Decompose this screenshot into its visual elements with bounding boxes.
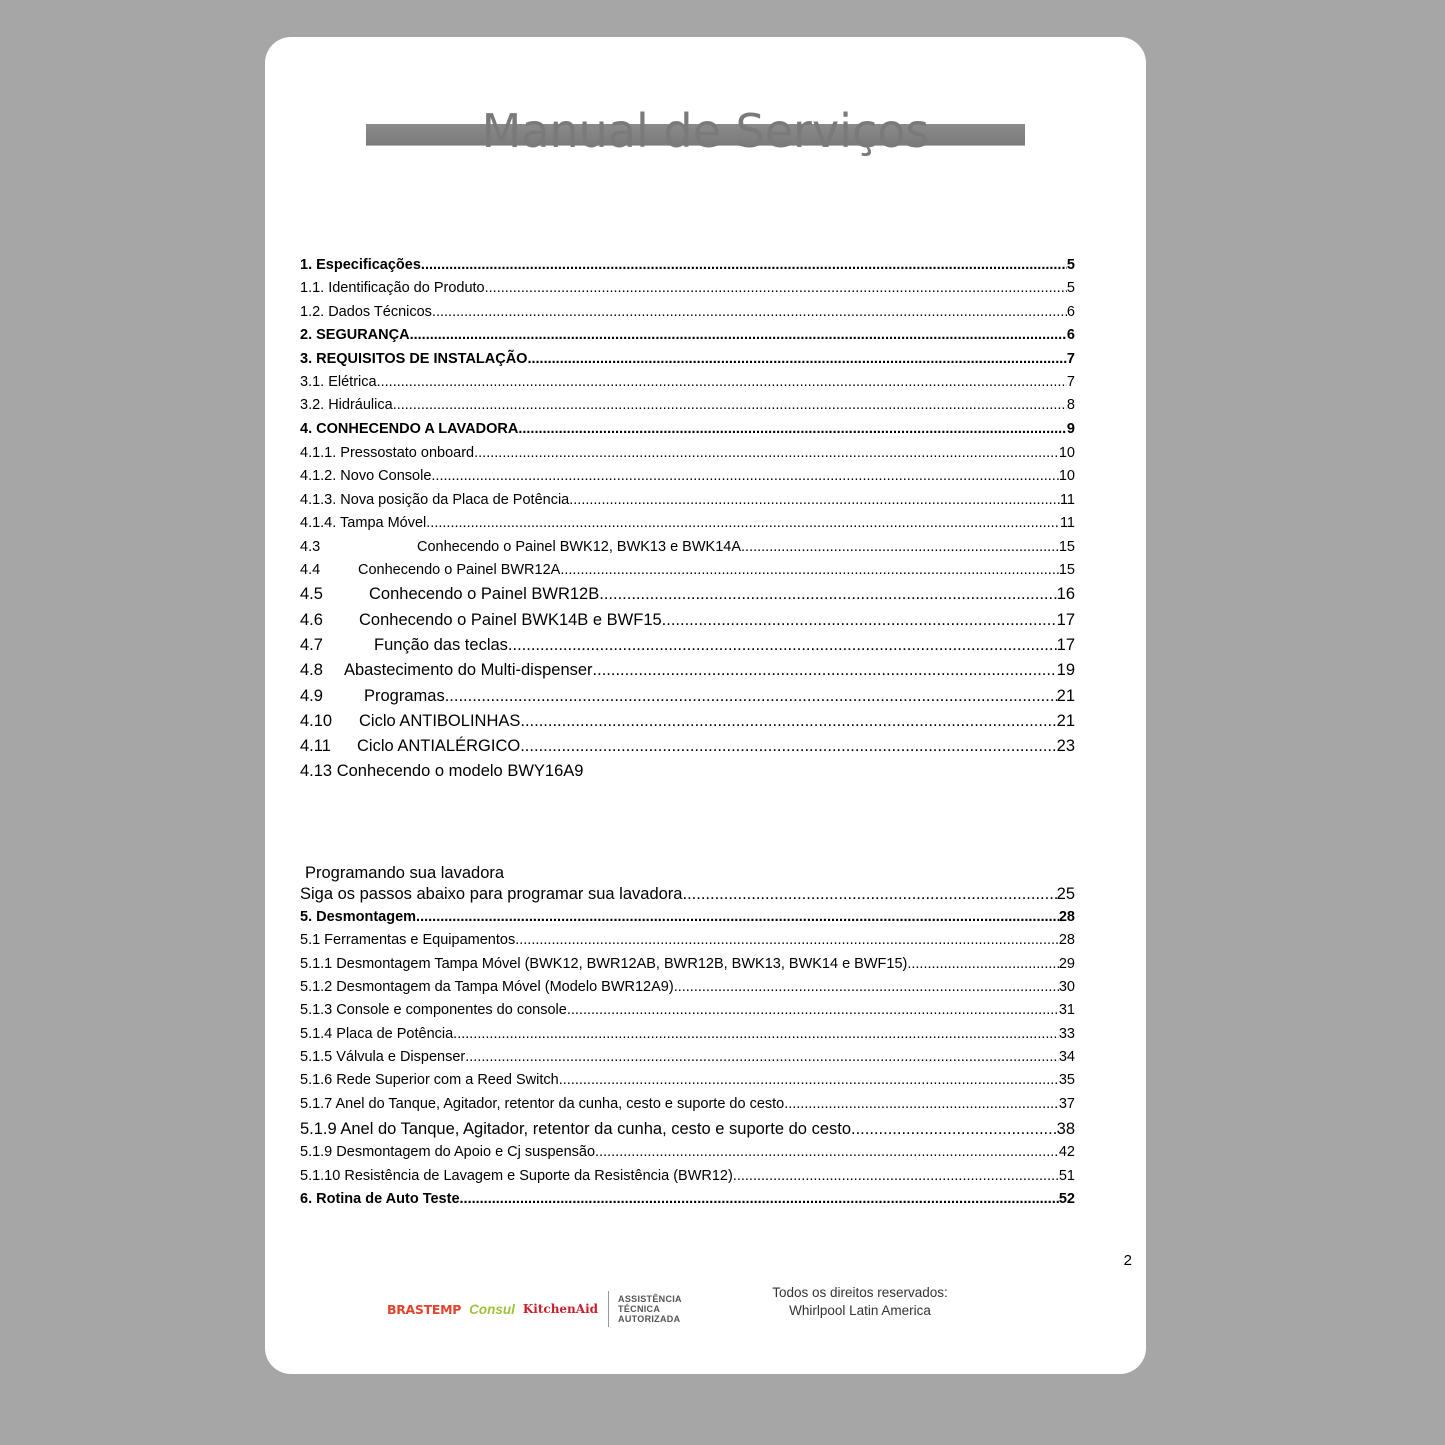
toc-entry-page: 17 (1056, 636, 1075, 654)
toc-entry-number: 4.3 (300, 539, 321, 555)
toc-entry-number: 4.6 (300, 611, 323, 629)
toc-entry[interactable] (300, 539, 1075, 555)
toc-leader-dots (595, 1144, 1059, 1160)
toc-entry-label: 5.1.9 Anel do Tanque, Agitador, retentor da cunha, cesto e suporte do cesto (300, 1120, 852, 1138)
toc-leader-dots (515, 932, 1059, 948)
toc-leader-dots (377, 374, 1067, 390)
toc-entry-label: 4.1.3. Nova posição da Placa de Potência (300, 492, 570, 508)
toc-entry-page: 37 (1058, 1096, 1075, 1112)
toc-leader-dots (674, 979, 1059, 995)
toc-entry[interactable] (300, 885, 1075, 904)
toc-entry-page: 51 (1058, 1168, 1075, 1184)
toc-entry-page: 38 (1056, 1120, 1075, 1138)
toc-entry[interactable] (300, 611, 1075, 630)
toc-entry-label (300, 539, 741, 555)
toc-leader-dots (410, 327, 1067, 343)
toc-leader-dots (393, 397, 1067, 413)
toc-entry-label: 5. Desmontagem (300, 909, 417, 925)
toc-entry-text: Função das teclas (374, 636, 508, 654)
toc-entry-number: 4.8 (300, 661, 323, 679)
toc-entry-page: 11 (1059, 515, 1075, 531)
toc-entry-number: 4.4 (300, 562, 321, 578)
toc-leader-dots (518, 421, 1067, 437)
toc-leader-dots (416, 909, 1059, 925)
toc-leader-dots (567, 1002, 1059, 1018)
toc-entry[interactable] (300, 1049, 1075, 1065)
toc-entry-page: 7 (1066, 351, 1075, 367)
toc-entry-number: 4.5 (300, 585, 323, 603)
toc-leader-dots (851, 1120, 1057, 1139)
toc-entry[interactable] (300, 909, 1075, 925)
toc-entry[interactable] (300, 687, 1075, 706)
toc-entry[interactable] (300, 304, 1075, 320)
toc-leader-dots (432, 304, 1067, 320)
toc-entry[interactable] (300, 762, 1075, 781)
logo-divider (608, 1291, 609, 1327)
toc-entry[interactable] (300, 374, 1075, 390)
toc-entry[interactable] (300, 280, 1075, 296)
toc-entry-page: 5 (1066, 280, 1075, 296)
copyright-notice (763, 1284, 957, 1320)
toc-leader-dots (426, 515, 1060, 531)
toc-entry[interactable] (300, 585, 1075, 604)
toc-entry-number: 4.9 (300, 687, 323, 705)
toc-entry[interactable] (300, 979, 1075, 995)
toc-entry-page: 5 (1066, 257, 1075, 273)
toc-entry-label: Siga os passos abaixo para programar sua lavadora (300, 885, 683, 903)
toc-entry-label: 5.1.10 Resistência de Lavagem e Suporte da Resistência (BWR12) (300, 1168, 733, 1184)
toc-entry-page: 19 (1056, 661, 1075, 679)
toc-entry[interactable] (300, 445, 1075, 461)
toc-entry-label: 5.1.4 Placa de Potência (300, 1026, 454, 1042)
toc-entry[interactable] (300, 257, 1075, 273)
toc-entry-label: 1.1. Identificação do Produto (300, 280, 485, 296)
toc-leader-dots (460, 1191, 1059, 1207)
toc-entry-label: 5.1.3 Console e componentes do console (300, 1002, 567, 1018)
toc-entry-text: Programas (364, 687, 445, 705)
toc-entry-label: 3. REQUISITOS DE INSTALAÇÃO (300, 351, 528, 367)
toc-entry[interactable] (300, 397, 1075, 413)
toc-leader-dots (474, 445, 1059, 461)
toc-entry-label (300, 636, 508, 655)
toc-entry[interactable] (300, 1002, 1075, 1018)
toc-entry-label (300, 661, 593, 680)
toc-leader-dots (445, 687, 1057, 706)
toc-leader-dots (569, 492, 1060, 508)
toc-entry-page: 34 (1058, 1049, 1075, 1065)
page-number: 2 (1123, 1252, 1132, 1269)
toc-entry-page: 15 (1058, 539, 1075, 555)
toc-entry-label (300, 585, 599, 604)
toc-entry-page: 52 (1058, 1191, 1075, 1207)
toc-entry[interactable] (300, 421, 1075, 437)
toc-entry-label (300, 687, 445, 706)
toc-entry-label: 3.2. Hidráulica (300, 397, 393, 413)
toc-leader-dots (784, 1096, 1059, 1112)
kitchenaid-logo: KitchenAid (522, 1302, 599, 1316)
toc-entry-label (300, 737, 520, 756)
toc-entry[interactable] (300, 468, 1075, 484)
toc-entry[interactable] (300, 636, 1075, 655)
brastemp-logo: BRASTEMP (387, 1301, 462, 1317)
assistance-line-1: ASSISTÊNCIA (618, 1294, 682, 1304)
toc-leader-dots (508, 636, 1057, 655)
toc-entry-label: 5.1.2 Desmontagem da Tampa Móvel (Modelo BWR12A9) (300, 979, 674, 995)
toc-entry-label: Programando sua lavadora (305, 864, 505, 882)
toc-entry-page: 17 (1056, 611, 1075, 629)
toc-entry-page: 16 (1056, 585, 1075, 603)
toc-entry-label: 4.1.1. Pressostato onboard (300, 445, 475, 461)
toc-entry[interactable] (300, 1168, 1075, 1184)
toc-entry-label: 5.1 Ferramentas e Equipamentos (300, 932, 516, 948)
toc-entry-page: 10 (1058, 445, 1075, 461)
toc-entry-label: 5.1.5 Válvula e Dispenser (300, 1049, 466, 1065)
toc-leader-dots (599, 585, 1056, 604)
toc-entry[interactable] (300, 1191, 1075, 1207)
toc-entry-number: 4.11 (300, 737, 331, 755)
toc-entry-text: Abastecimento do Multi-dispenser (344, 661, 593, 679)
toc-entry[interactable] (300, 661, 1075, 680)
toc-entry[interactable] (300, 327, 1075, 343)
toc-entry[interactable] (300, 1120, 1075, 1139)
toc-entry-text: Conhecendo o Painel BWK14B e BWF15 (359, 611, 662, 629)
toc-leader-dots (520, 737, 1056, 756)
toc-entry-label: 6. Rotina de Auto Teste (300, 1191, 460, 1207)
toc-entry-label: 2. SEGURANÇA (300, 327, 410, 343)
toc-entry-label: 4. CONHECENDO A LAVADORA (300, 421, 519, 437)
toc-entry[interactable] (300, 956, 1075, 972)
toc-leader-dots (465, 1049, 1059, 1065)
toc-entry[interactable] (300, 1072, 1075, 1088)
toc-entry[interactable] (300, 351, 1075, 367)
toc-leader-dots (733, 1168, 1059, 1184)
toc-leader-dots (907, 956, 1059, 972)
toc-entry-label (300, 611, 662, 630)
toc-entry[interactable] (300, 562, 1075, 578)
toc-entry[interactable] (300, 1144, 1075, 1160)
toc-entry[interactable] (300, 515, 1075, 531)
toc-entry[interactable] (305, 864, 1080, 883)
toc-entry-label: 4.13 Conhecendo o modelo BWY16A9 (300, 762, 584, 780)
toc-entry-page: 25 (1056, 885, 1075, 903)
document-title: Manual de Serviços (481, 104, 930, 158)
toc-entry-page: 6 (1066, 304, 1075, 320)
toc-entry-page: 10 (1058, 468, 1075, 484)
toc-entry[interactable] (300, 932, 1075, 948)
toc-leader-dots (527, 351, 1066, 367)
toc-entry-page: 31 (1058, 1002, 1075, 1018)
toc-leader-dots (431, 468, 1058, 484)
assistance-label (618, 1294, 682, 1324)
toc-leader-dots (593, 661, 1057, 680)
toc-entry[interactable] (300, 492, 1075, 508)
toc-entry-label (300, 562, 560, 578)
assistance-line-2: TÉCNICA (618, 1304, 661, 1314)
toc-entry-page: 8 (1066, 397, 1075, 413)
toc-entry-label: 5.1.7 Anel do Tanque, Agitador, retentor da cunha, cesto e suporte do cesto (300, 1096, 785, 1112)
toc-entry-text: Conhecendo o Painel BWR12A (358, 562, 561, 578)
assistance-line-3: AUTORIZADA (618, 1314, 681, 1324)
toc-entry-label: 5.1.9 Desmontagem do Apoio e Cj suspensão (300, 1144, 596, 1160)
rights-line-1: Todos os direitos reservados: (772, 1285, 948, 1300)
toc-leader-dots (560, 562, 1059, 578)
toc-entry-label: 5.1.6 Rede Superior com a Reed Switch (300, 1072, 559, 1088)
toc-leader-dots (520, 712, 1056, 731)
toc-entry-page: 6 (1066, 327, 1075, 343)
document-page (265, 37, 1146, 1374)
toc-leader-dots (485, 280, 1067, 296)
toc-entry[interactable] (300, 1096, 1075, 1112)
rights-line-2: Whirlpool Latin America (789, 1303, 931, 1318)
toc-leader-dots (559, 1072, 1059, 1088)
toc-leader-dots (453, 1026, 1059, 1042)
toc-entry-label: 4.1.2. Novo Console (300, 468, 432, 484)
consul-logo: Consul (469, 1301, 515, 1317)
toc-entry-label: 3.1. Elétrica (300, 374, 377, 390)
toc-entry-label: 1.2. Dados Técnicos (300, 304, 432, 320)
toc-entry-text: Ciclo ANTIBOLINHAS (359, 712, 521, 730)
toc-entry-text: Ciclo ANTIALÉRGICO (357, 737, 521, 755)
toc-entry-page: 28 (1058, 932, 1075, 948)
toc-leader-dots (421, 257, 1067, 273)
toc-entry-page: 28 (1058, 909, 1075, 925)
toc-entry-page: 29 (1058, 956, 1075, 972)
toc-entry-label (300, 712, 520, 731)
toc-entry-page: 21 (1056, 687, 1075, 705)
toc-entry-page: 15 (1058, 562, 1075, 578)
toc-entry[interactable] (300, 1026, 1075, 1042)
toc-entry-page: 35 (1058, 1072, 1075, 1088)
toc-entry-label: 1. Especificações (300, 257, 421, 273)
toc-entry-page: 11 (1059, 492, 1075, 508)
toc-entry-text: Conhecendo o Painel BWK12, BWK13 e BWK14A (417, 539, 742, 555)
toc-entry-page: 9 (1066, 421, 1075, 437)
toc-entry-page: 21 (1056, 712, 1075, 730)
toc-entry-number: 4.10 (300, 712, 333, 730)
toc-leader-dots (662, 611, 1057, 630)
toc-entry-label: 4.1.4. Tampa Móvel (300, 515, 427, 531)
toc-entry-label: 5.1.1 Desmontagem Tampa Móvel (BWK12, BWR12AB, BWR12B, BWK13, BWK14 e BWF15) (300, 956, 908, 972)
toc-leader-dots (741, 539, 1059, 555)
toc-entry[interactable] (300, 737, 1075, 756)
toc-entry-page: 33 (1058, 1026, 1075, 1042)
brand-logos (387, 1289, 682, 1329)
toc-entry-number: 4.7 (300, 636, 323, 654)
toc-entry-page: 7 (1066, 374, 1075, 390)
toc-entry-text: Conhecendo o Painel BWR12B (369, 585, 600, 603)
toc-entry-page: 42 (1058, 1144, 1075, 1160)
toc-leader-dots (682, 885, 1056, 904)
toc-entry-page: 30 (1058, 979, 1075, 995)
toc-entry-page: 23 (1056, 737, 1075, 755)
toc-entry[interactable] (300, 712, 1075, 731)
